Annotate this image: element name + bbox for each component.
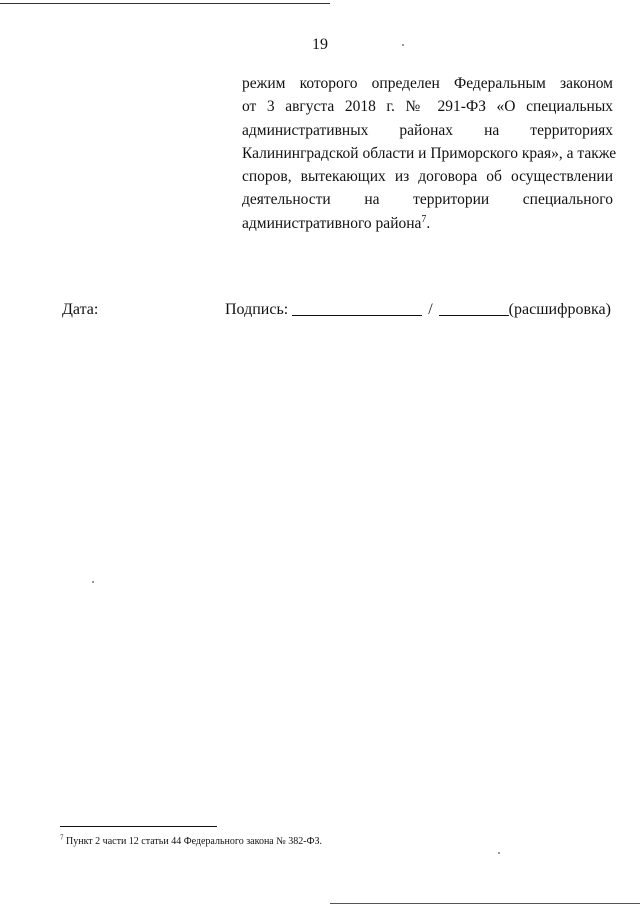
scan-speck: [498, 852, 500, 854]
page-number: 19: [312, 36, 328, 53]
body-line-text: административного района: [242, 214, 422, 232]
sentence-end: .: [426, 214, 431, 232]
signature-label: Подпись:: [225, 301, 289, 318]
footnote-reference: 7: [421, 213, 427, 225]
footnote-marker: 7: [60, 833, 64, 842]
scan-edge-line: [0, 3, 330, 4]
body-line: от 3 августа 2018 г. № 291-ФЗ «О специальных: [242, 98, 613, 116]
footnote-divider: [60, 826, 217, 827]
signature-separator: /: [428, 301, 433, 318]
footnote-text: Пункт 2 части 12 статьи 44 Федерального закона № 382-ФЗ.: [66, 836, 323, 847]
body-line-last: [242, 212, 613, 235]
body-paragraph: [242, 72, 617, 235]
body-line: Калининградской области и Приморского края», а также: [242, 144, 617, 162]
scan-speck: [92, 581, 94, 583]
body-line: деятельности на территории специального: [242, 191, 613, 209]
footnote: [60, 833, 323, 847]
decode-blank: [439, 314, 509, 316]
body-line: режим которого определен Федеральным законом: [242, 75, 613, 92]
signature-row: [225, 301, 613, 319]
signature-blank: [292, 314, 422, 316]
body-line: споров, вытекающих из договора об осуществлении: [242, 168, 613, 186]
date-label: Дата:: [62, 301, 99, 318]
scan-edge-line: [330, 903, 640, 904]
decode-label: (расшифровка): [508, 301, 611, 318]
body-line: административных районах на территориях: [242, 121, 613, 139]
